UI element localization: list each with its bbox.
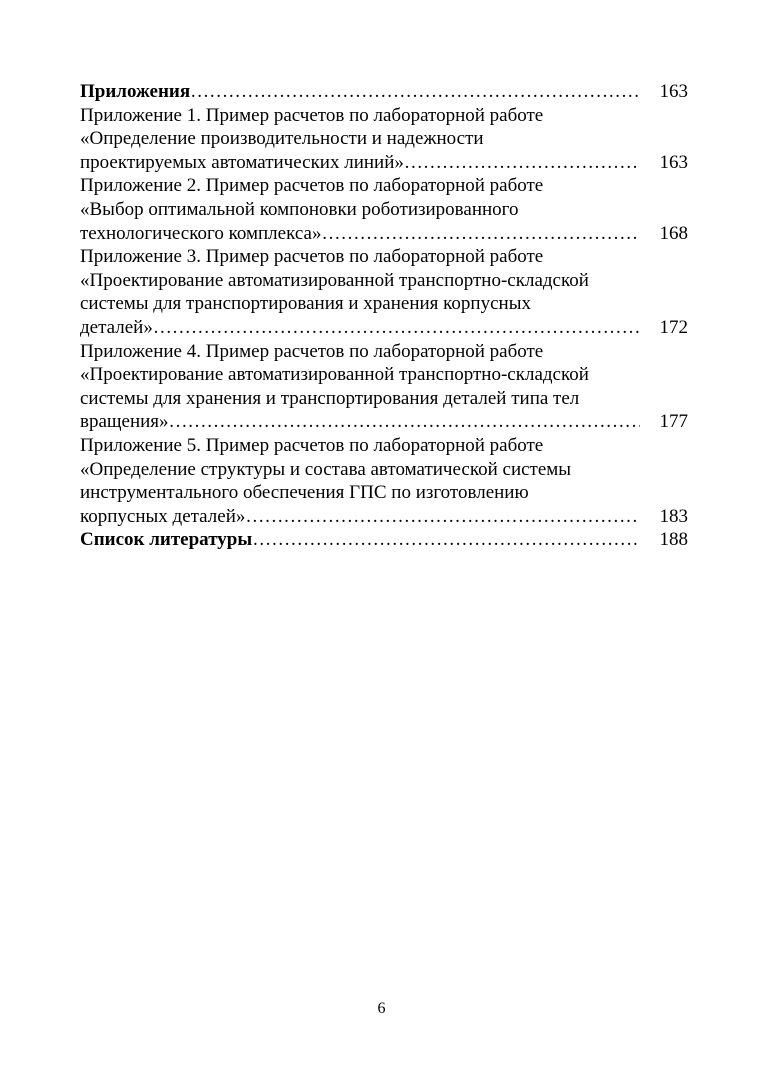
toc-entry-last-line bbox=[80, 505, 688, 529]
toc-entry-line: Приложение 3. Пример расчетов по лабораторной работе bbox=[80, 246, 544, 268]
toc-entry-appendix-4[interactable] bbox=[80, 340, 688, 434]
page-number-footer: 6 bbox=[377, 1000, 386, 1017]
toc-page-number: 172 bbox=[659, 316, 688, 338]
toc-entry-line: Приложение 1. Пример расчетов по лабораторной работе bbox=[80, 104, 544, 126]
toc-entry-title: Приложения bbox=[80, 81, 191, 102]
toc-entry-line: «Проектирование автоматизированной транспортно-складской bbox=[80, 364, 589, 386]
toc-page-number: 183 bbox=[659, 505, 688, 527]
toc-entry-line: «Определение структуры и состава автоматической системы bbox=[80, 458, 572, 480]
toc-leader-dots bbox=[321, 222, 640, 246]
toc-page-number: 163 bbox=[659, 151, 688, 173]
toc-page-number: 163 bbox=[659, 81, 688, 102]
toc-entry-line: «Определение производительности и надежности bbox=[80, 128, 484, 150]
toc-entry-line: Приложение 4. Пример расчетов по лабораторной работе bbox=[80, 340, 544, 362]
toc-page-number: 168 bbox=[659, 222, 688, 244]
toc-entry-line: Приложение 2. Пример расчетов по лабораторной работе bbox=[80, 175, 544, 197]
toc-page-number: 188 bbox=[659, 529, 688, 551]
toc-leader-dots bbox=[245, 505, 640, 529]
toc-entry-appendix-3[interactable] bbox=[80, 245, 688, 339]
toc-leader-dots bbox=[190, 80, 640, 104]
toc-leader-dots bbox=[169, 410, 640, 434]
toc-entry-last-line bbox=[80, 151, 688, 175]
toc-leader-dots bbox=[153, 316, 640, 340]
toc-leader-dots bbox=[404, 151, 640, 175]
toc-entry-line: системы для транспортирования и хранения корпусных bbox=[80, 293, 531, 315]
toc-entry-last-line bbox=[80, 80, 688, 104]
toc-entry-last-line bbox=[80, 222, 688, 246]
toc-entry-last-line bbox=[80, 528, 688, 552]
toc-entry-line: «Выбор оптимальной компоновки роботизированного bbox=[80, 198, 519, 220]
toc-entry-title: корпусных деталей» bbox=[80, 505, 246, 527]
toc-entry-appendix-2[interactable] bbox=[80, 174, 688, 245]
toc-entry-last-line bbox=[80, 410, 688, 434]
toc-entry-title: вращения» bbox=[80, 411, 169, 433]
toc-entry-appendix-1[interactable] bbox=[80, 104, 688, 175]
toc-entry-line: Приложение 5. Пример расчетов по лабораторной работе bbox=[80, 434, 544, 456]
toc-page-number: 177 bbox=[659, 411, 688, 433]
toc-entry-appendices[interactable] bbox=[80, 80, 688, 104]
toc-entry-line: системы для хранения и транспортирования деталей типа тел bbox=[80, 387, 580, 409]
toc-entry-last-line bbox=[80, 316, 688, 340]
toc-entry-title: Список литературы bbox=[80, 529, 253, 551]
toc-entry-title: деталей» bbox=[80, 316, 153, 338]
toc-entry-appendix-5[interactable] bbox=[80, 434, 688, 528]
toc-entry-references[interactable] bbox=[80, 528, 688, 552]
toc-entry-title: проектируемых автоматических линий» bbox=[80, 151, 404, 173]
toc-entry-title: технологического комплекса» bbox=[80, 222, 322, 244]
table-of-contents bbox=[80, 80, 688, 552]
toc-entry-line: «Проектирование автоматизированной транспортно-складской bbox=[80, 269, 589, 291]
toc-leader-dots bbox=[252, 528, 640, 552]
toc-entry-line: инструментального обеспечения ГПС по изготовлению bbox=[80, 482, 529, 504]
